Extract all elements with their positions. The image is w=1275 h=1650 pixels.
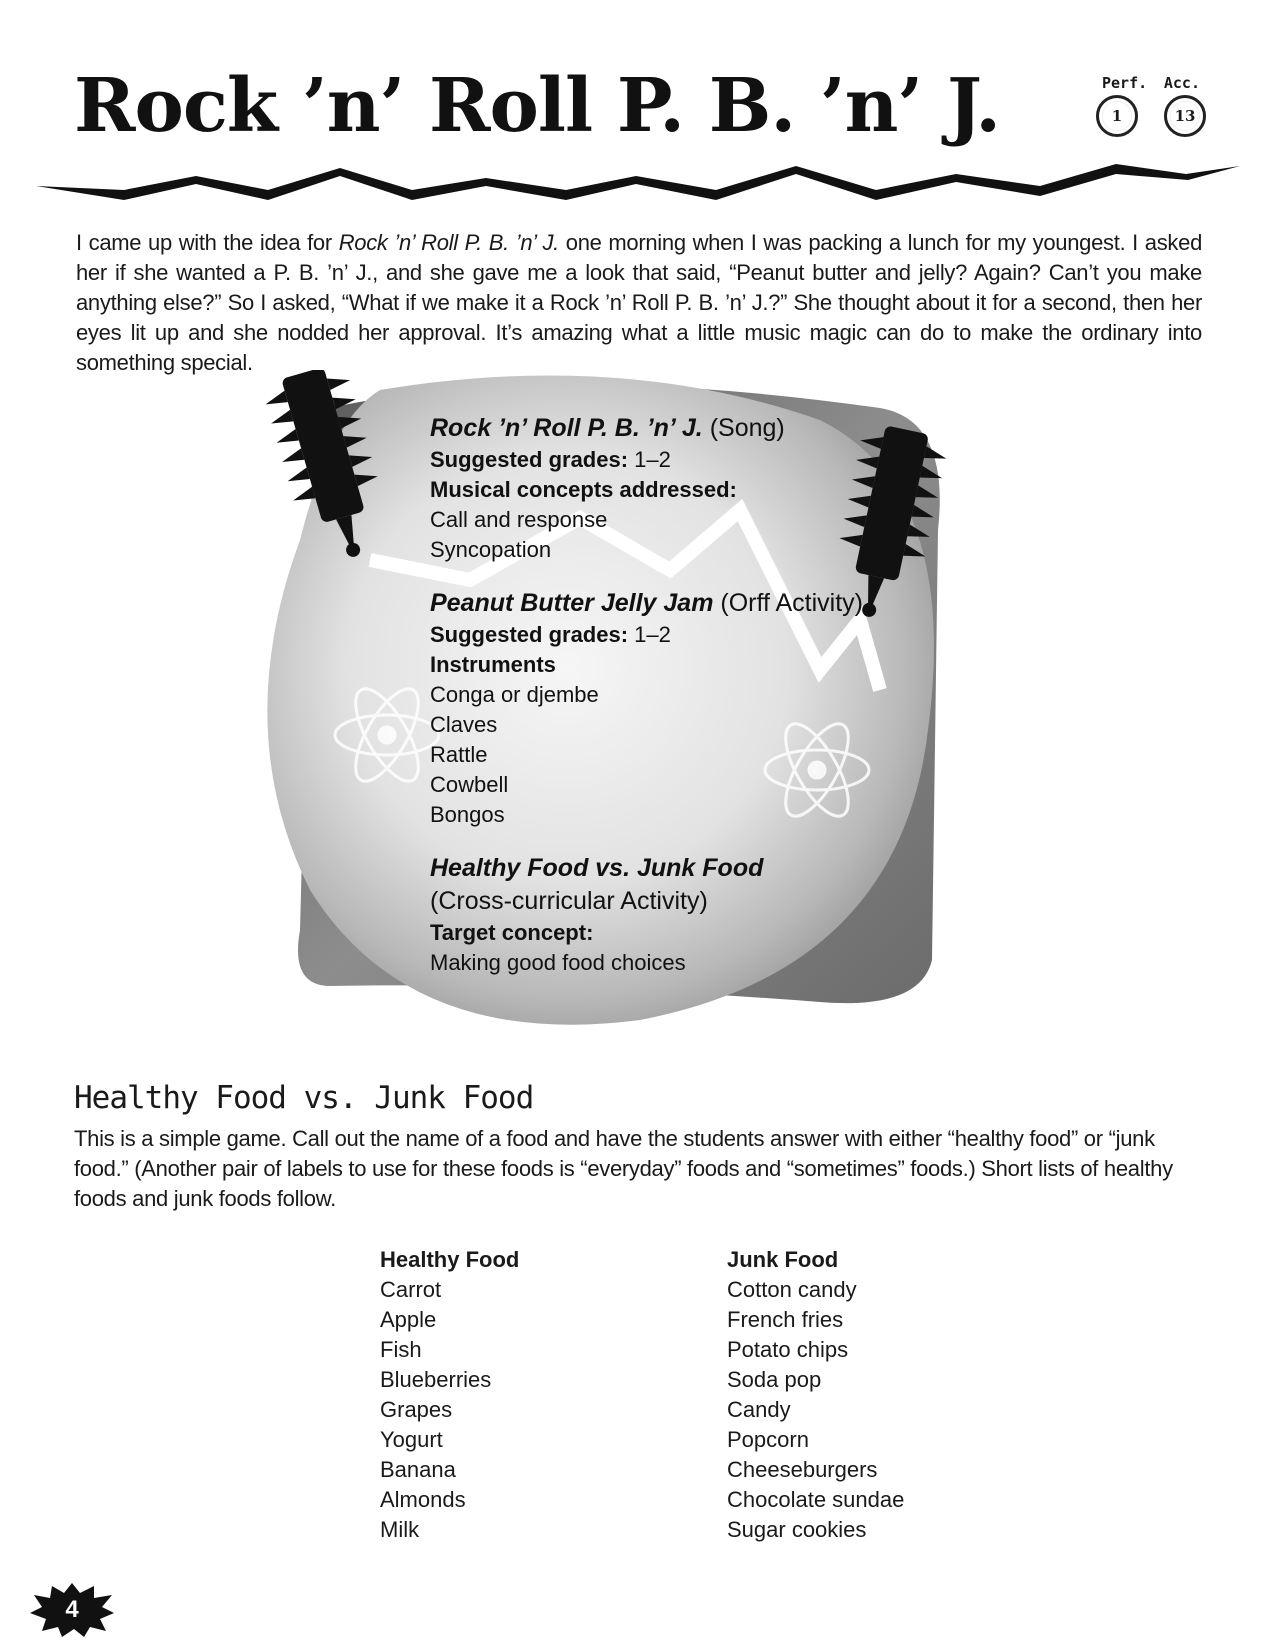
list-item: Apple xyxy=(380,1307,437,1332)
list-item: Almonds xyxy=(380,1487,466,1512)
section-body: This is a simple game. Call out the name of a food and have the students answer with either “healthy food” or “junk food.” (Another pair of labels to use for these foods is “everyday” foods and “sometimes” foods.) Short lists of healthy foods and junk foods follow. xyxy=(74,1126,1173,1211)
grades-label: Suggested grades: xyxy=(430,447,629,472)
page-title: Rock ’n’ Roll P. B. ’n’ J. xyxy=(74,63,1000,149)
concepts-label: Musical concepts addressed: xyxy=(430,477,737,502)
list-item: Banana xyxy=(380,1457,456,1482)
target-concept-value: Making good food choices xyxy=(430,950,686,975)
list-item: Fish xyxy=(380,1337,422,1362)
orff-activity-title-line xyxy=(430,587,950,620)
song-activity-title-line xyxy=(430,412,950,445)
concept-item: Syncopation xyxy=(430,537,552,562)
song-grades xyxy=(430,445,950,475)
track-labels xyxy=(1096,74,1206,92)
cross-title: Healthy Food vs. Junk Food xyxy=(430,854,764,882)
page-number-badge xyxy=(30,1583,114,1637)
list-item: French fries xyxy=(727,1307,844,1332)
instrument-item: Bongos xyxy=(430,802,505,827)
song-title: Rock ’n’ Roll P. B. ’n’ J. xyxy=(430,414,703,442)
intro-text-start: I came up with the idea for xyxy=(76,230,339,255)
list-item: Blueberries xyxy=(380,1367,492,1392)
instruments-label: Instruments xyxy=(430,652,556,677)
perf-track-number: 1 xyxy=(1096,95,1138,137)
activity-summary-box xyxy=(430,412,950,1000)
list-item: Cotton candy xyxy=(727,1277,857,1302)
list-item: Sugar cookies xyxy=(727,1517,867,1542)
song-type: (Song) xyxy=(709,414,785,442)
intro-song-title: Rock ’n’ Roll P. B. ’n’ J. xyxy=(338,230,559,255)
perf-label: Perf. xyxy=(1102,74,1148,92)
track-indicator xyxy=(1096,74,1206,137)
cross-type: (Cross-curricular Activity) xyxy=(430,887,708,915)
grades-label: Suggested grades: xyxy=(430,622,629,647)
section-heading: Healthy Food vs. Junk Food xyxy=(74,1080,534,1116)
junk-food-list xyxy=(727,1245,904,1545)
list-item: Milk xyxy=(380,1517,420,1542)
list-item: Chocolate sundae xyxy=(727,1487,905,1512)
list-item: Carrot xyxy=(380,1277,442,1302)
list-item: Soda pop xyxy=(727,1367,822,1392)
orff-grades xyxy=(430,620,950,650)
orff-title: Peanut Butter Jelly Jam xyxy=(430,589,714,617)
intro-text-rest: one morning when I was packing a lunch for my youngest. I asked her if she wanted a P. B. ’n’ J., and she gave me a look that said, “Peanut butter and jelly? Again? Can’t you make anything else?” So I asked, “What if we make it a Rock ’n’ Roll P. B. ’n’ J.?” She thought about it for a second, then her eyes lit up and she nodded her approval. It’s amazing what a little music magic can do to make the ordinary into something special. xyxy=(76,230,1202,375)
list-item: Grapes xyxy=(380,1397,453,1422)
list-item: Potato chips xyxy=(727,1337,849,1362)
list-item: Candy xyxy=(727,1397,791,1422)
orff-type: (Orff Activity) xyxy=(720,589,863,617)
junk-food-heading: Junk Food xyxy=(727,1247,839,1272)
healthy-food-list xyxy=(380,1245,519,1545)
concept-item: Call and response xyxy=(430,507,608,532)
intro-paragraph xyxy=(76,228,1202,378)
instrument-item: Conga or djembe xyxy=(430,682,599,707)
grades-value: 1–2 xyxy=(634,447,671,472)
list-item: Yogurt xyxy=(380,1427,443,1452)
zigzag-divider xyxy=(36,150,1240,210)
instrument-item: Rattle xyxy=(430,742,488,767)
grades-value: 1–2 xyxy=(634,622,671,647)
instrument-item: Claves xyxy=(430,712,498,737)
acc-track-number: 13 xyxy=(1164,95,1206,137)
list-item: Popcorn xyxy=(727,1427,809,1452)
instrument-item: Cowbell xyxy=(430,772,509,797)
cross-title-line xyxy=(430,852,950,885)
song-activity xyxy=(430,412,950,565)
cross-curricular-activity xyxy=(430,852,950,978)
target-concept-label: Target concept: xyxy=(430,920,594,945)
healthy-food-heading: Healthy Food xyxy=(380,1247,520,1272)
list-item: Cheeseburgers xyxy=(727,1457,878,1482)
acc-label: Acc. xyxy=(1163,74,1200,92)
orff-activity xyxy=(430,587,950,830)
page-number: 4 xyxy=(65,1596,79,1623)
